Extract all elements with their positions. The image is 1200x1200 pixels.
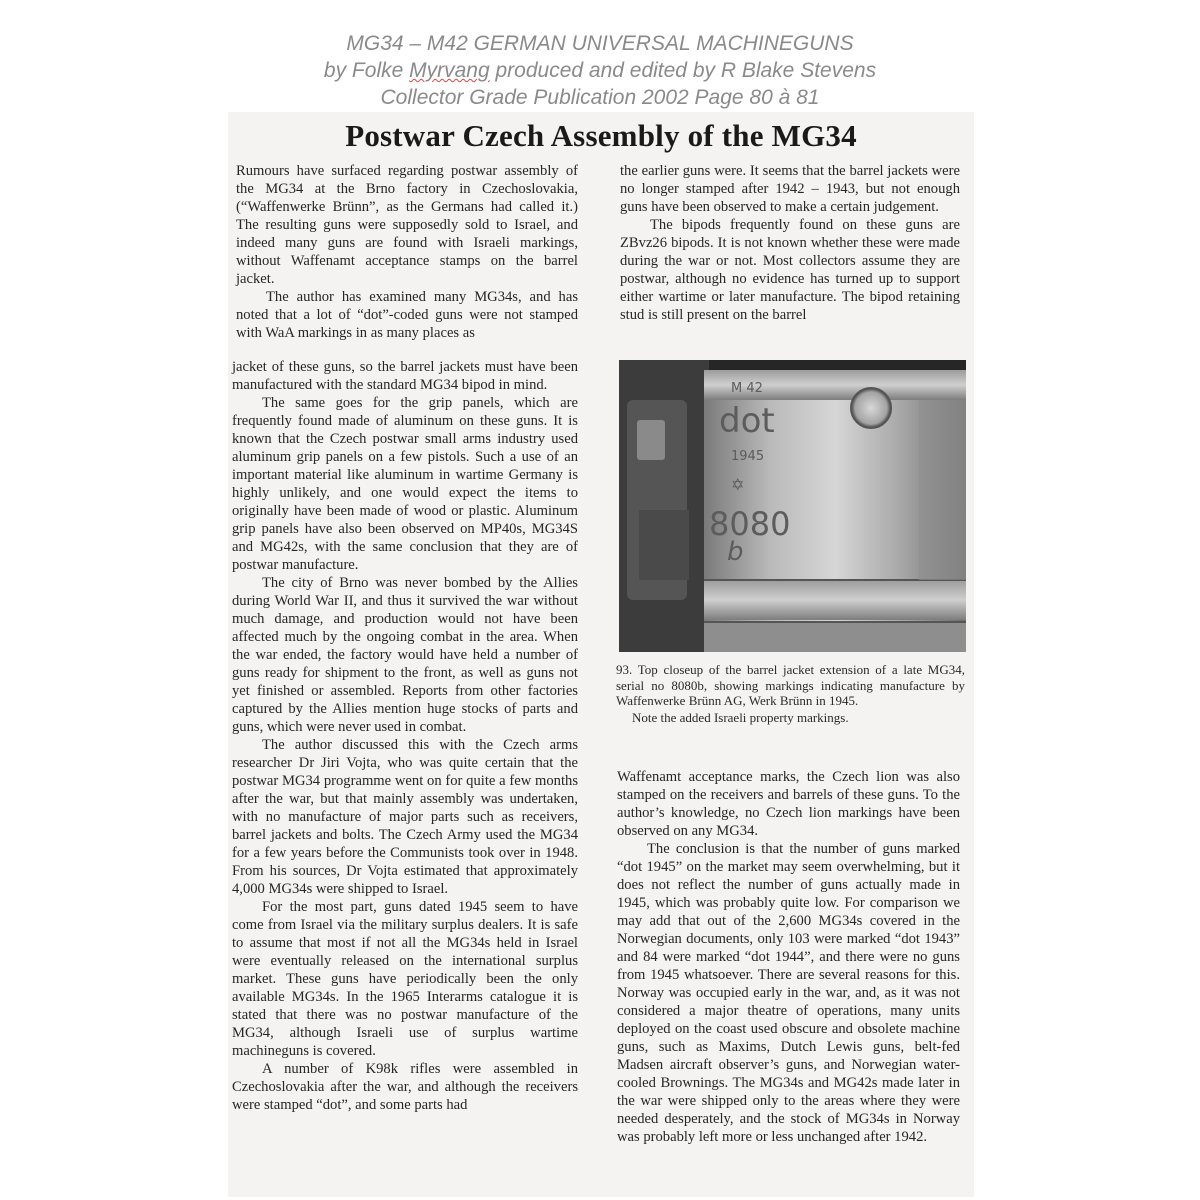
- israeli-star-mark: ✡: [731, 475, 745, 494]
- stamp-serial: 8080: [709, 505, 791, 543]
- header-book-title: MG34 – M42 GERMAN UNIVERSAL MACHINEGUNS: [346, 32, 854, 55]
- paragraph: The city of Brno was never bombed by the Allies during World War II, and thus it survived the war without much damage, and production would not have been affected much by the ongoing combat in the area. When the war ended, the factory would have held a number of guns ready for shipment to the front, as well as guns not yet finished or assembled. Reports from other factories captured by the Allies mention huge stocks of parts and guns, which were never used in combat.: [232, 575, 578, 735]
- scanned-page: [228, 112, 974, 1197]
- header-publication: Collector Grade Publication 2002 Page 80 à 81: [380, 86, 820, 109]
- photo-illustration: [619, 360, 966, 652]
- stamp-model: M 42: [731, 381, 763, 396]
- paragraph: The author has examined many MG34s, and has noted that a lot of “dot”-coded guns were not stamped with WaA markings in as many places as: [236, 289, 578, 341]
- header-author-suffix: produced and edited by R Blake Stevens: [489, 59, 877, 82]
- paragraph: jacket of these guns, so the barrel jackets must have been manufactured with the standard MG34 bipod in mind.: [232, 359, 578, 393]
- paragraph: The bipods frequently found on these guns are ZBvz26 bipods. It is not known whether these were made during the war or not. Most collectors assume they are postwar, although no evidence has turned up to support either wartime or later manufacture. The bipod retaining stud is still present on the barrel: [620, 217, 960, 323]
- paragraph: A number of K98k rifles were assembled in Czechoslovakia after the war, and although the receivers were stamped “dot”, and some parts had: [232, 1061, 578, 1113]
- figure-caption: [616, 662, 965, 725]
- barrel-jacket-photo: [619, 360, 966, 652]
- article-title: Postwar Czech Assembly of the MG34: [345, 118, 857, 153]
- paragraph: The author discussed this with the Czech arms researcher Dr Jiri Vojta, who was quite certain that the postwar MG34 programme went on for quite a few months after the war, but that mainly assembly was undertaken, with no manufacture of major parts such as receivers, barrel jackets and bolts. The Czech Army used the MG34 for a few years before the Communists took over in 1948. From his sources, Dr Vojta estimated that approximately 4,000 MG34s were shipped to Israel.: [232, 737, 578, 897]
- paragraph: The conclusion is that the number of guns marked “dot 1945” on the market may seem overwhelming, but it does not reflect the number of guns actually made in 1945, which was probably quite low. For comparison we may add that out of the 2,600 MG34s covered in the Norwegian documents, only 103 were marked “dot 1943” and 84 were marked “dot 1944”, and there were no guns from 1945 whatsoever. There are several reasons for this. Norway was occupied early in the war, and, as it was not considered a major theatre of operations, many units deployed on the coast used obscure and obsolete machine guns, such as Maxims, Dutch Lewis guns, belt-fed Madsen aircraft observer’s guns, and Norwegian water-cooled Brownings. The MG34s and MG42s made later in the war were shipped only to the areas where they were needed desperately, and the stock of MG34s in Norway was probably left more or less unchanged after 1942.: [617, 841, 960, 1145]
- column-top-left: [236, 162, 578, 342]
- caption-note: Note the added Israeli property markings.: [632, 709, 849, 725]
- header-author-line: [225, 57, 975, 84]
- paragraph: the earlier guns were. It seems that the barrel jackets were no longer stamped after 1942 – 1943, but not enough guns have been observed to make a certain judgement.: [620, 163, 960, 215]
- column-top-right: [620, 162, 960, 324]
- header-author-prefix: by Folke: [323, 59, 410, 82]
- header-author-name: Myrvang: [409, 59, 490, 82]
- paragraph: Rumours have surfaced regarding postwar assembly of the MG34 at the Brno factory in Czechoslovakia, (“Waffenwerke Brünn”, as the Germans had called it.) The resulting guns were supposedly sold to Israel, and indeed many guns are found with Israeli markings, without Waffenamt acceptance stamps on the barrel jacket.: [236, 163, 578, 287]
- column-bottom-left: [232, 358, 578, 1114]
- document-header: [225, 30, 975, 111]
- stamp-year: 1945: [731, 449, 765, 464]
- paragraph: For the most part, guns dated 1945 seem to have come from Israel via the military surplus dealers. It is safe to assume that most if not all the MG34s held in Israel were eventually released on the international surplus market. These guns have periodically been the only available MG34s. In the 1965 Interarms catalogue it is stated that there was no postwar manufacture of the MG34, although Israeli use of surplus wartime machineguns is covered.: [232, 899, 578, 1059]
- document-page: [225, 0, 975, 1200]
- column-bottom-right: [617, 768, 960, 1146]
- stamp-dot-code: dot: [719, 401, 775, 441]
- caption-text: 93. Top closeup of the barrel jacket extension of a late MG34, serial no 8080b, showing markings indicating manufacture by Waffenwerke Brünn AG, Werk Brünn in 1945.: [616, 662, 965, 708]
- paragraph: Waffenamt acceptance marks, the Czech lion was also stamped on the receivers and barrels of these guns. To the author’s knowledge, no Czech lion markings have been observed on any MG34.: [617, 769, 960, 839]
- paragraph: The same goes for the grip panels, which are frequently found made of aluminum on these guns. It is known that the Czech postwar small arms industry used aluminum grip panels on a few pistols. Such a use of an important material like aluminum in wartime Germany is highly unlikely, and one would expect the items to originally have been made of wood or plastic. Aluminum grip panels have also been observed on MP40s, MG34S and MG42s, with the same conclusion that they are of postwar manufacture.: [232, 395, 578, 573]
- stamp-serial-suffix: b: [727, 537, 744, 567]
